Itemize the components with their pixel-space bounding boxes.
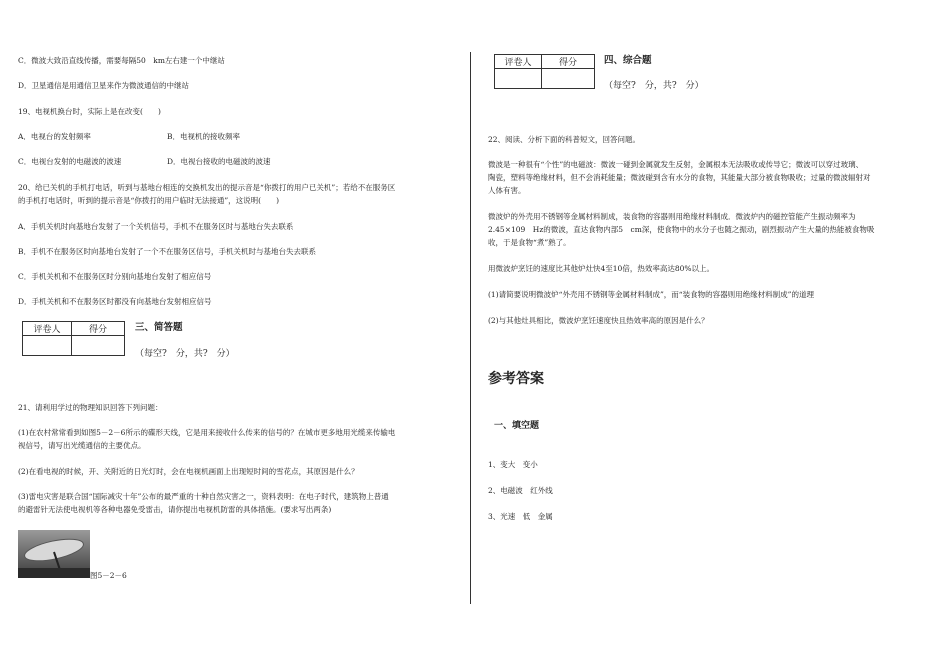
q19-option-c: C．电视台发射的电磁波的波速	[18, 157, 122, 166]
q20-option-c: C．手机关机和不在服务区时分别向基地台发射了相应信号	[18, 272, 212, 281]
score-table-left	[22, 321, 125, 356]
question-21: 21、请利用学过的物理知识回答下列问题：	[18, 403, 163, 412]
passage-p2-line-2: 2.45×109 Hz的微波，直达食物内部5 cm深，使食物中的水分子也随之振动，剧烈振动产生大量的热能被食物吸	[488, 225, 875, 234]
passage-p2-line-3: 收，于是食物“煮”熟了。	[488, 238, 571, 247]
q20-option-a: A．手机关机时向基地台发射了一个关机信号，手机不在服务区时与基地台失去联系	[18, 222, 294, 231]
score-cell[interactable]	[72, 336, 125, 356]
passage-p1-line-1: 微波是一种很有“个性”的电磁波：微波一碰到金属就发生反射，金属根本无法吸收或传导它；微波可以穿过玻璃、	[488, 160, 864, 169]
q21-part-3-line-1: (3)雷电灾害是联合国“国际减灾十年”公布的最严重的十种自然灾害之一，资料表明：在电子时代，建筑物上普通	[18, 492, 389, 501]
q19-option-b: B．电视机的接收频率	[167, 132, 241, 141]
answer-2: 2、电磁波 红外线	[488, 486, 553, 495]
option-d-line: D．卫星通信是用通信卫星来作为微波通信的中继站	[18, 81, 190, 90]
column-divider	[470, 52, 471, 604]
figure-caption: 图5－2－6	[90, 571, 127, 580]
grader-cell[interactable]	[495, 69, 542, 89]
q21-part-3-line-2: 的避雷针无法使电视机等各种电器免受雷击，请你提出电视机防雷的具体措施。(要求写出两条)	[18, 505, 332, 514]
q22-part-2: (2)与其他灶具相比，微波炉烹饪速度快且热效率高的原因是什么？	[488, 316, 709, 325]
passage-p3: 用微波炉烹饪的速度比其他炉灶快4至10倍，热效率高达80%以上。	[488, 264, 714, 273]
q22-part-1: (1)请简要说明微波炉“外壳用不锈钢等金属材料制成”，而“装食物的容器则用绝缘材料制成”的道理	[488, 290, 814, 299]
q19-option-d: D．电视台接收的电磁波的波速	[167, 157, 271, 166]
section-3-subtitle: （每空? 分，共? 分）	[135, 349, 235, 359]
passage-p1-line-2: 陶瓷，塑料等绝缘材料，但不会消耗能量；微波碰到含有水分的食物，其能量大部分被食物吸收；过量的微波辐射对	[488, 173, 871, 182]
grader-label: 评卷人	[495, 55, 542, 69]
q21-part-1-line-2: 视信号，请写出光缆通信的主要优点。	[18, 441, 146, 450]
answer-3: 3、光速 低 金属	[488, 512, 553, 521]
score-table-right	[494, 54, 595, 89]
score-cell[interactable]	[542, 69, 595, 89]
answer-1: 1、变大 变小	[488, 460, 538, 469]
score-label: 得分	[542, 55, 595, 69]
grader-label: 评卷人	[23, 322, 72, 336]
answers-section-title: 一、填空题	[494, 421, 540, 431]
score-label: 得分	[72, 322, 125, 336]
q21-part-1-line-1: (1)在农村常常看到如图5－2－6所示的碟形天线，它是用来接收什么传来的信号的？在城市更多地用光缆来传输电	[18, 428, 396, 437]
grader-cell[interactable]	[23, 336, 72, 356]
answers-title: 参考答案	[488, 371, 544, 387]
question-20-line-1: 20、给已关机的手机打电话，听到与基地台相连的交换机发出的提示音是“你拨打的用户已关机”；若给不在服务区	[18, 183, 396, 192]
q21-part-2: (2)在看电视的时候，开、关附近的日光灯时，会在电视机画面上出现短时间的雪花点，其原因是什么？	[18, 467, 359, 476]
section-3-title: 三、简答题	[135, 322, 183, 333]
section-4-title: 四、综合题	[604, 55, 652, 66]
dish-antenna-photo	[18, 530, 90, 578]
q20-option-d: D．手机关机和不在服务区时都没有向基地台发射相应信号	[18, 297, 212, 306]
q20-option-b: B．手机不在服务区时向基地台发射了一个不在服务区信号，手机关机时与基地台失去联系	[18, 247, 317, 256]
question-19: 19、电视机换台时，实际上是在改变( )	[18, 107, 161, 116]
question-22: 22、阅读、分析下面的科普短文，回答问题。	[488, 135, 641, 144]
passage-p2-line-1: 微波炉的外壳用不锈钢等金属材料制成，装食物的容器则用绝缘材料制成．微波炉内的磁控管能产生振动频率为	[488, 212, 856, 221]
q19-option-a: A．电视台的发射频率	[18, 132, 91, 141]
passage-p1-line-3: 人体有害。	[488, 186, 526, 195]
question-20-line-2: 的手机打电话时，听到的提示音是“你拨打的用户临时无法接通”，这说明( )	[18, 196, 280, 205]
option-c-line: C．微波大致沿直线传播，需要每隔50 km左右建一个中继站	[18, 56, 225, 65]
section-4-subtitle: （每空? 分，共? 分）	[604, 81, 704, 91]
